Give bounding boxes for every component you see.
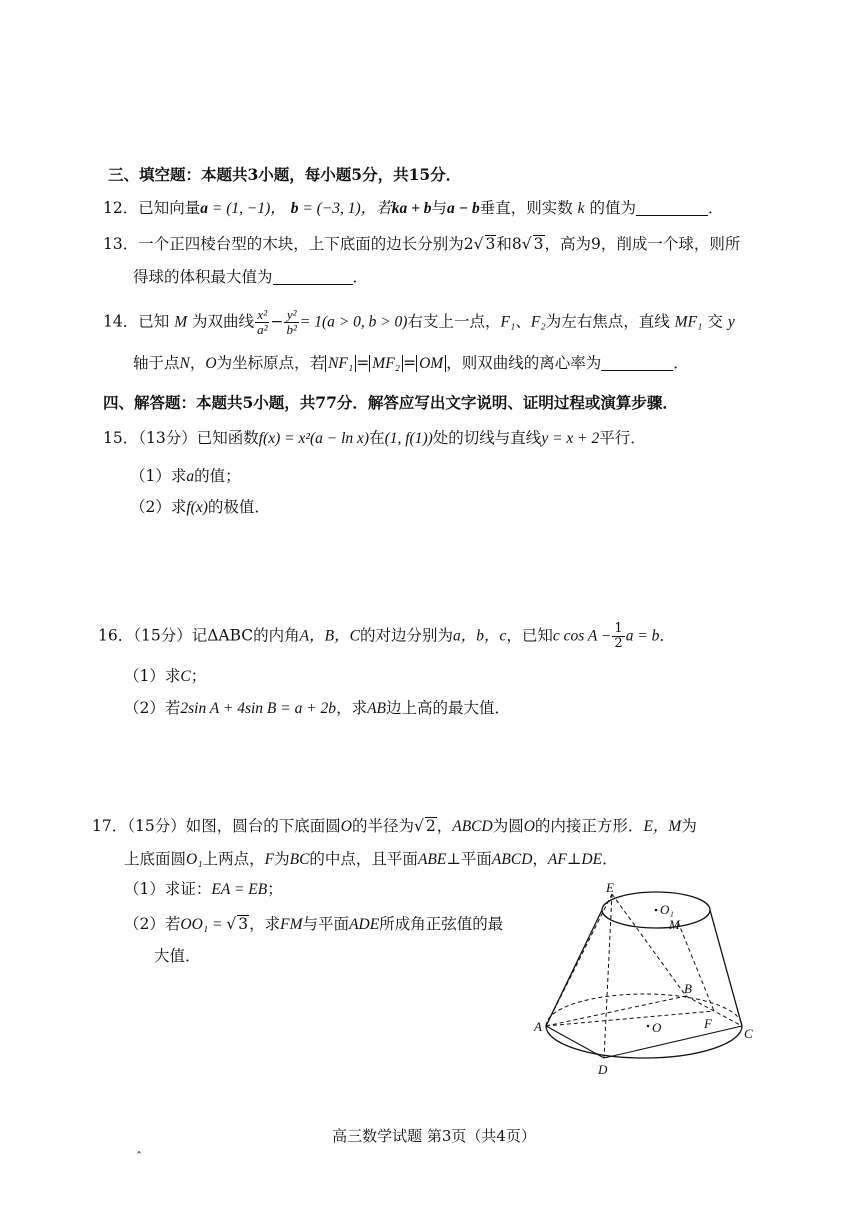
frustum-figure xyxy=(528,880,768,1080)
fraction-y2-b2: $\frac{\text{y²}}{\text{b²}}$ xyxy=(286,307,297,337)
label-E: E xyxy=(606,880,614,895)
label-A: A xyxy=(534,1019,542,1034)
q15-part-1: （1）求a的值； xyxy=(130,467,241,485)
question-17-line-2: 上底面圆O₁上两点，F为BC的中点，且平面ABE⊥平面ABCD，AF⊥DE． xyxy=(124,850,618,868)
q17-part-2-line-2: 大值． xyxy=(154,947,201,965)
q13-answer-blank xyxy=(273,268,353,285)
edge-AB xyxy=(546,996,686,1026)
q15-part-2: （2）求f(x)的极值． xyxy=(130,498,270,516)
q17-number: 17． xyxy=(92,817,128,835)
q14-number: 14． xyxy=(103,312,139,331)
section-answer-heading: 四、解答题：本题共5小题，共77分．解答应写出文字说明、证明过程或演算步骤． xyxy=(103,393,678,412)
question-14-line-2: 轴于点N，O为坐标原点，若 NF₁ = MF₂ = OM ，则双曲线的离心率为 ． xyxy=(133,354,689,372)
sqrt-symbol: √ xyxy=(521,235,532,253)
question-15: 15．（13分）已知函数f(x) = x²(a − ln x)在(1, f(1))处的切线与直线y = x + 2平行． xyxy=(103,429,646,447)
fraction-x2-a2: $\frac{\text{x²}}{\text{a²}}$ xyxy=(257,307,268,337)
question-17-line-1: 17．（15分）如图，圆台的下底面圆O的半径为√ 2，ABCD为圆O的内接正方形．E，M为 xyxy=(92,817,697,835)
question-13-line-1: 13．一个正四棱台型的木块，上下底面的边长分别为2√ 3和8√ 3，高为9，削成一个球，则所 xyxy=(103,235,741,253)
label-D: D xyxy=(598,1062,608,1077)
sqrt-symbol: √ xyxy=(473,235,484,253)
q12-answer-blank xyxy=(636,199,708,216)
center-O-dot xyxy=(647,1025,650,1028)
segment-EB xyxy=(612,894,686,996)
label-O: O xyxy=(652,1020,662,1035)
q13-number: 13． xyxy=(103,235,139,253)
fraction-one-half: $\frac{1}{2}$ xyxy=(614,621,623,651)
q16-part-1: （1）求C； xyxy=(124,667,207,685)
center-O1-dot xyxy=(655,909,658,912)
label-B: B xyxy=(684,981,692,996)
segment-MF xyxy=(678,922,714,1011)
question-12: 12．已知向量a = (1, −1)， b = (−3, 1)，若ka + b与a − b垂直，则实数 k 的值为 ． xyxy=(103,199,724,217)
q17-part-2-line-1: （2）若OO₁ = √ 3，求FM与平面ADE所成角正弦值的最 xyxy=(124,915,504,933)
scan-speck: ˆ xyxy=(136,1150,142,1164)
question-16: 16．（15分）记ΔABC的内角A，B，C的对边分别为a，b，c，已知c cos A − $\frac{1}{2}$ a = b． xyxy=(98,621,675,651)
sqrt-symbol: √ xyxy=(413,817,424,835)
q17-part-1: （1）求证：EA = EB； xyxy=(124,880,283,898)
label-F: F xyxy=(704,1016,712,1031)
label-M: M xyxy=(669,917,680,932)
section-fill-in-heading: 三、填空题：本题共3小题，每小题5分，共15分． xyxy=(108,165,462,184)
q16-part-2: （2）若2sin A + 4sin B = a + 2b，求AB边上高的最大值． xyxy=(124,699,511,717)
q14-answer-blank xyxy=(601,354,673,371)
edge-DC xyxy=(604,1026,742,1058)
question-14-line-1: 14．已知 M 为双曲线 $\frac{\text{x²}}{\text{a²}}$ − $\frac{\text{y²}}{\text{b²}}$ = 1(a > 0, b > 0)右支上一点，F₁、F₂为左右焦点，直线 MF₁ 交 y xyxy=(103,307,735,337)
page-footer: 高三数学试题 第3页（共4页） xyxy=(332,1127,536,1145)
edge-AD xyxy=(546,1026,604,1058)
label-O1: O₁ xyxy=(660,902,674,917)
label-C: C xyxy=(744,1026,753,1041)
segment-AF xyxy=(546,1011,714,1026)
q16-number: 16． xyxy=(98,626,134,645)
question-13-line-2: 得球的体积最大值为 ． xyxy=(133,268,369,286)
q15-number: 15． xyxy=(103,429,139,447)
q12-number: 12． xyxy=(103,199,139,217)
